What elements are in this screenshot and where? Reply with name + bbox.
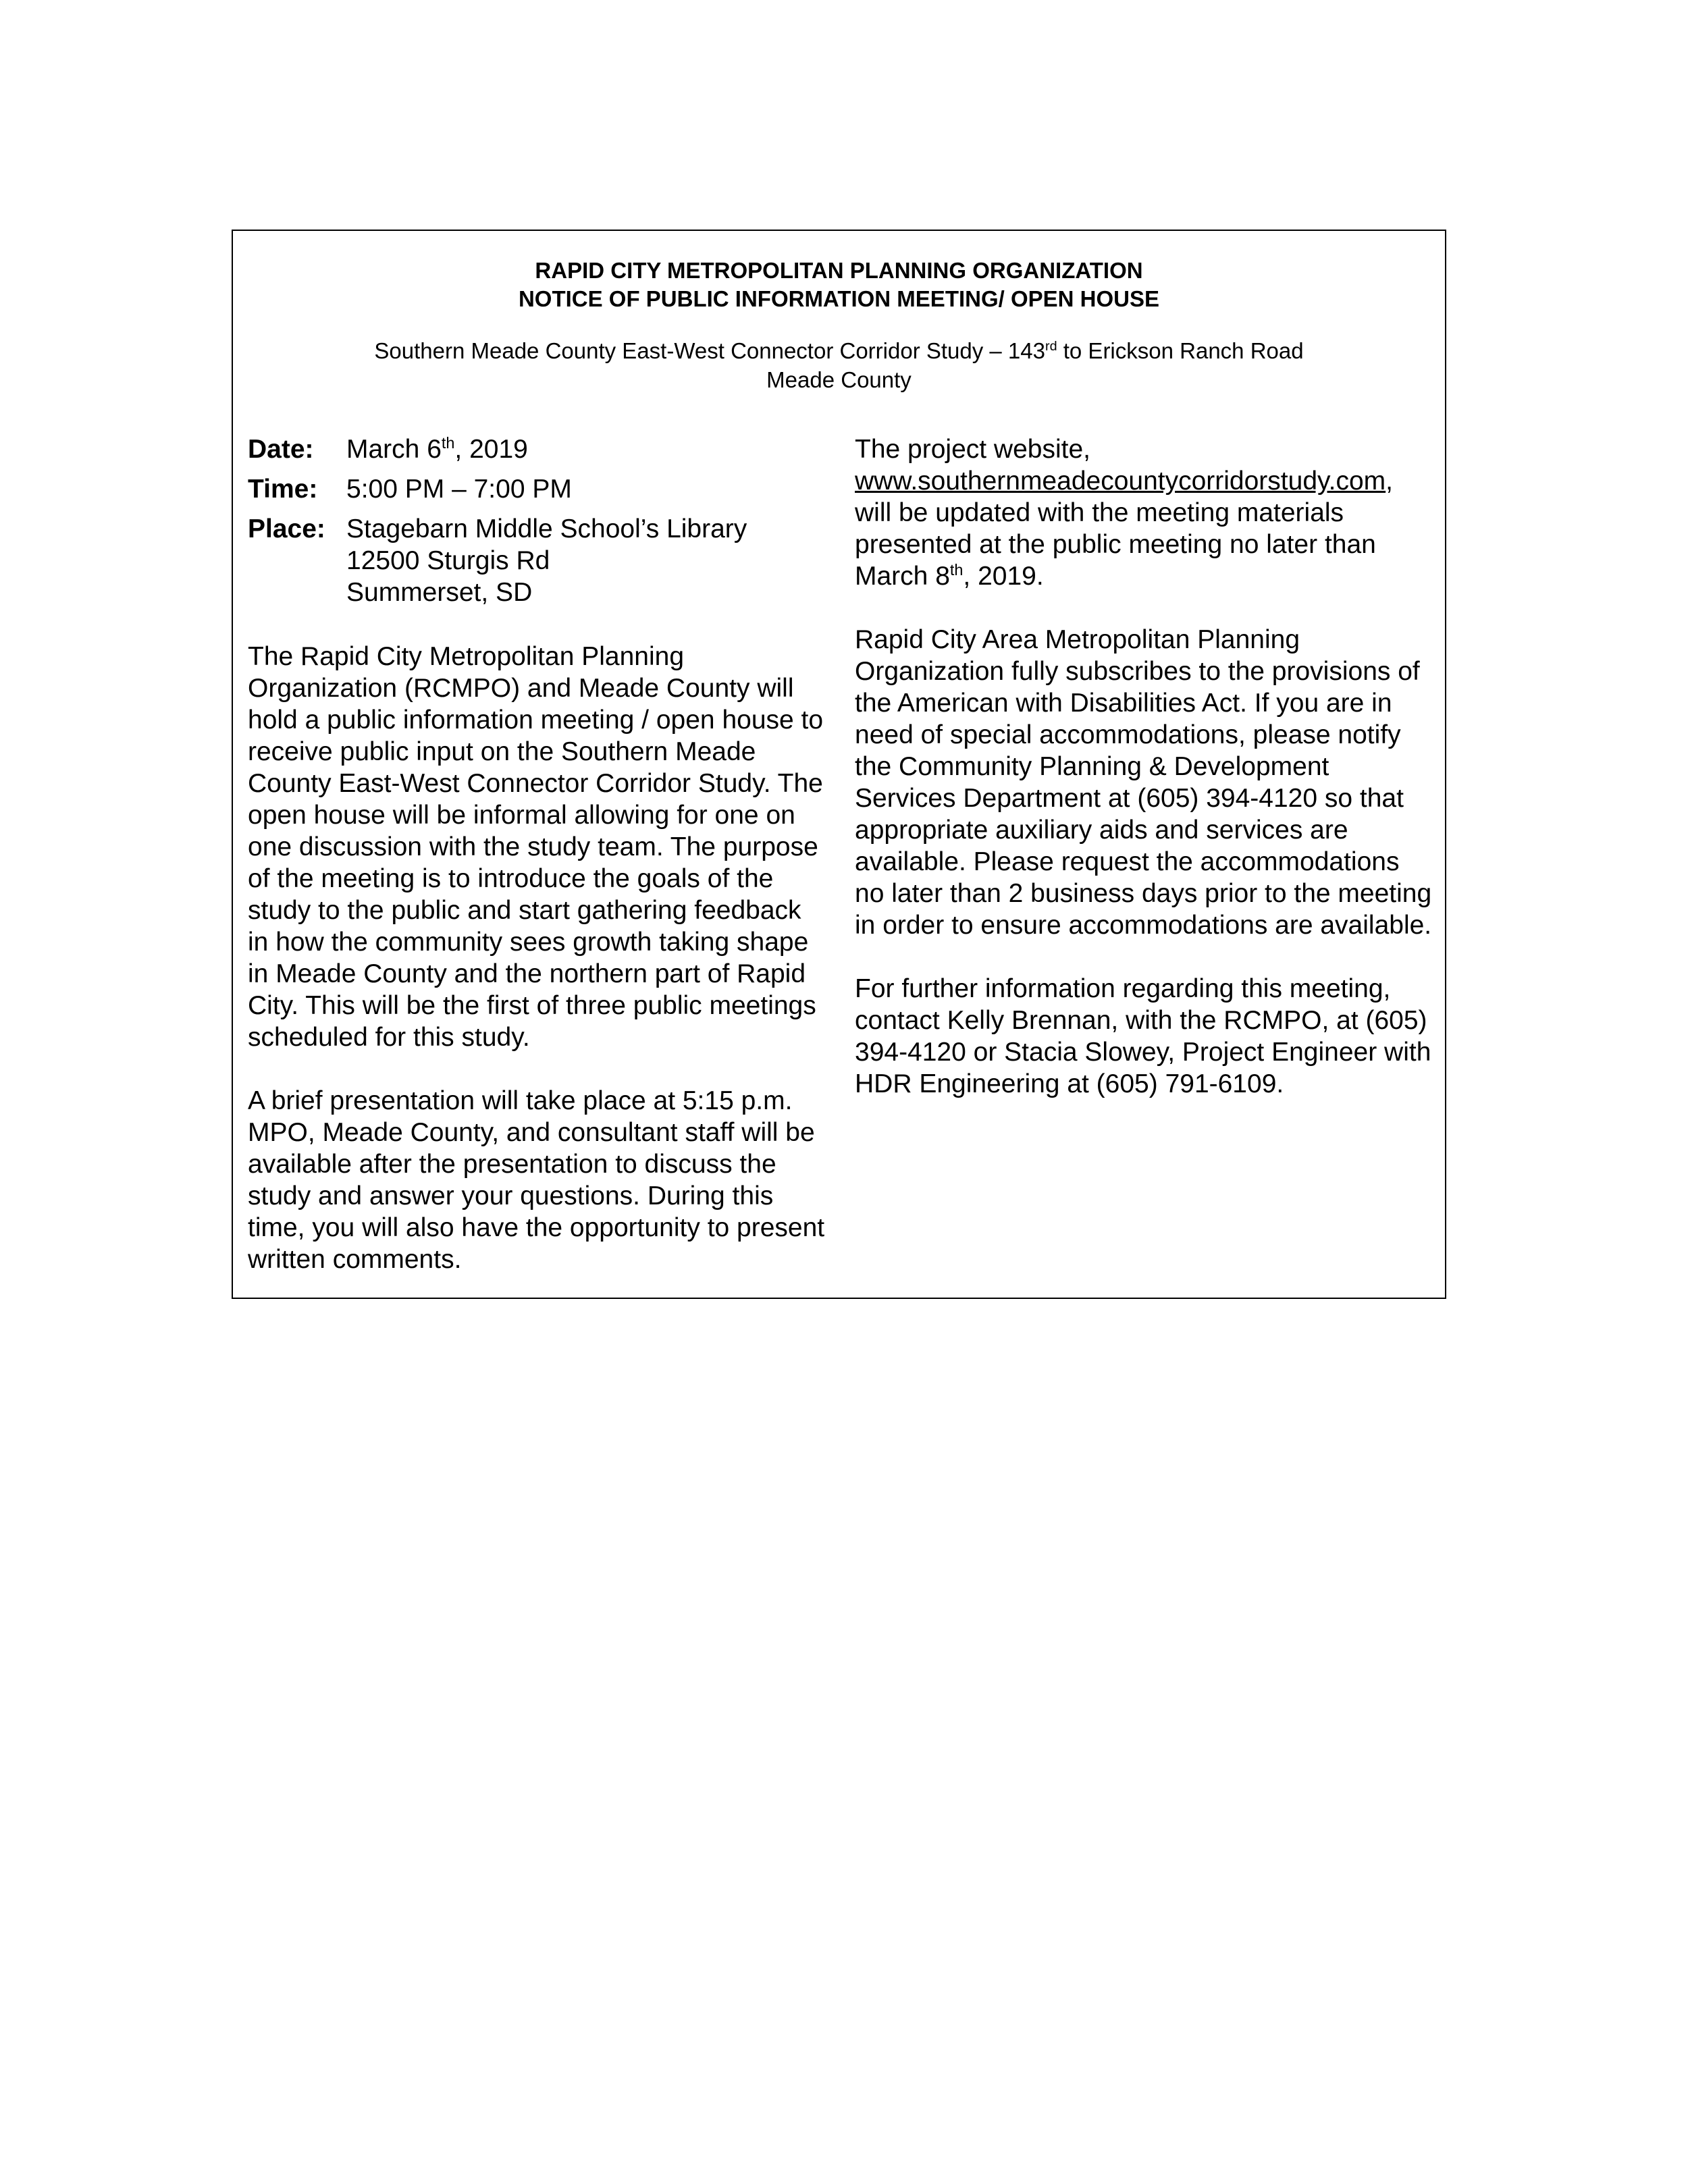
time-row bbox=[248, 473, 828, 505]
right-column bbox=[855, 433, 1435, 1131]
meeting-description: The Rapid City Metropolitan Planning Organization (RCMPO) and Meade County will hold a public information meeting / open house to receive public input on the Southern Meade County East-West Connector Corridor Study. The open house will be informal allowing for one on one discussion with the study team. The purpose of the meeting is to introduce the goals of the study to the public and start gathering feedback in how the community sees growth taking shape in Meade County and the northern part of Rapid City. This will be the first of three public meetings scheduled for this study. bbox=[248, 642, 824, 1052]
notice-title: NOTICE OF PUBLIC INFORMATION MEETING/ OPEN HOUSE bbox=[518, 286, 1160, 311]
presentation-description: A brief presentation will take place at 5:15 p.m. MPO, Meade County, and consultant staff will be available after the presentation to discuss the study and answer your questions. During this time, you will also have the opportunity to present written comments. bbox=[248, 1086, 825, 1274]
date-text: March 6 bbox=[346, 435, 442, 464]
date-superscript: th bbox=[441, 434, 455, 452]
place-value bbox=[346, 513, 828, 608]
place-label: Place: bbox=[248, 514, 325, 543]
place-line-3: Summerset, SD bbox=[346, 578, 533, 607]
study-title-superscript: rd bbox=[1045, 339, 1057, 354]
website-intro: The project website, bbox=[855, 435, 1091, 464]
study-title-text-end: to Erickson Ranch Road bbox=[1057, 338, 1304, 363]
date-year: , 2019 bbox=[454, 435, 528, 464]
date-label: Date: bbox=[248, 435, 314, 464]
ada-paragraph: Rapid City Area Metropolitan Planning Organization fully subscribes to the provisions of the American with Disabilities Act. If you are in need of special accommodations, please notify the Community Planning & Development Services Department at (605) 394-4120 so that appropriate auxiliary aids and services are available. Please request the accommodations no later than 2 business days prior to the meeting in order to ensure accommodations are available. bbox=[855, 625, 1432, 940]
time-value: 5:00 PM – 7:00 PM bbox=[346, 475, 572, 504]
county-name: Meade County bbox=[766, 367, 912, 392]
website-date-superscript: th bbox=[949, 561, 964, 579]
time-label: Time: bbox=[248, 475, 318, 504]
org-title: RAPID CITY METROPOLITAN PLANNING ORGANIZATION bbox=[535, 258, 1143, 283]
notice-header bbox=[233, 257, 1445, 394]
study-title bbox=[233, 336, 1445, 394]
place-line-2: 12500 Sturgis Rd bbox=[346, 546, 550, 575]
place-line-1: Stagebarn Middle School’s Library bbox=[346, 514, 747, 543]
place-row bbox=[248, 513, 828, 608]
contact-paragraph: For further information regarding this meeting, contact Kelly Brennan, with the RCMPO, at (605) 394-4120 or Stacia Slowey, Project Engineer with HDR Engineering at (605) 791-6109. bbox=[855, 974, 1431, 1098]
date-row bbox=[248, 433, 828, 465]
website-text: , will be updated with the meeting materials presented at the public meeting no later than March 8 bbox=[855, 467, 1393, 591]
left-column bbox=[248, 433, 828, 1307]
date-value bbox=[346, 433, 828, 465]
study-title-text: Southern Meade County East-West Connector Corridor Study – 143 bbox=[374, 338, 1045, 363]
website-paragraph bbox=[855, 433, 1435, 592]
website-date-year: , 2019. bbox=[963, 562, 1044, 591]
project-website-link[interactable]: www.southernmeadecountycorridorstudy.com bbox=[855, 467, 1386, 496]
notice-box bbox=[232, 230, 1446, 1299]
